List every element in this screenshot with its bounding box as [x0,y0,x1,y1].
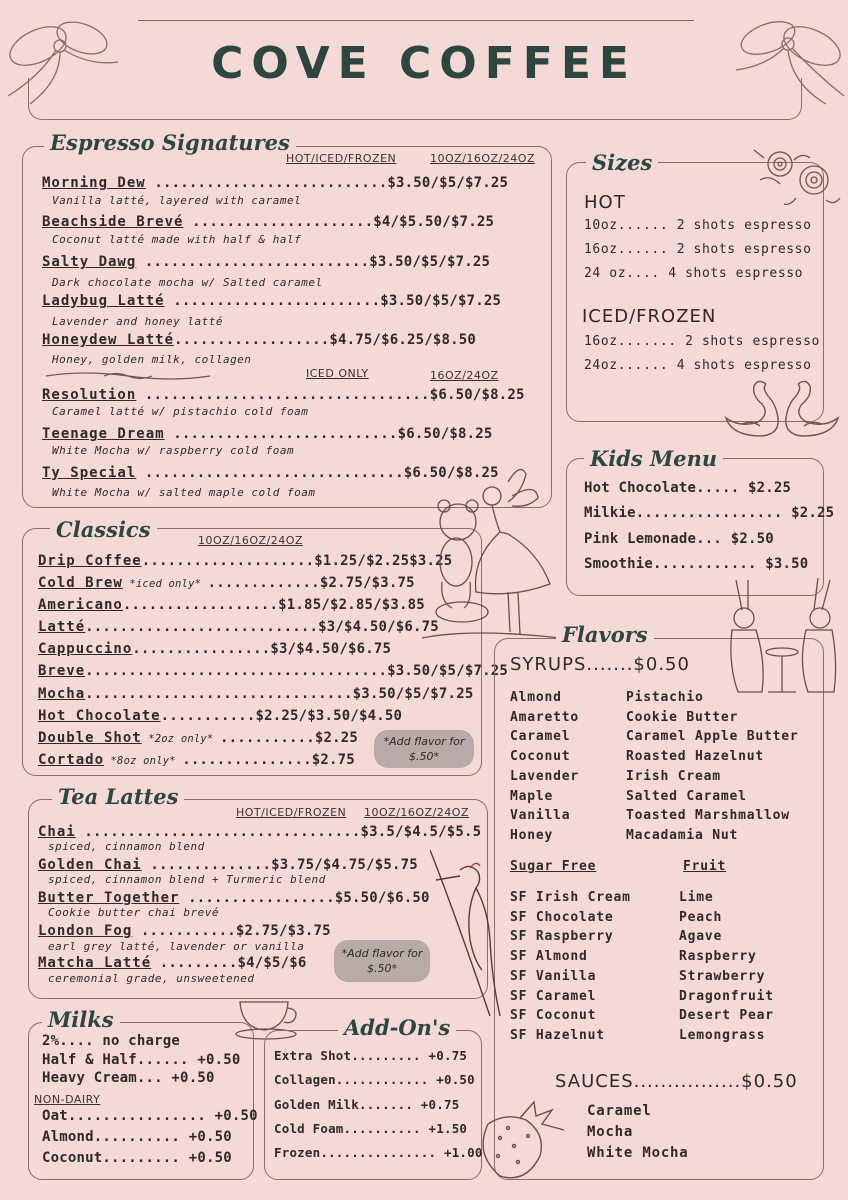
iced-only-label: ICED ONLY [306,367,369,380]
menu-item: Resolution .................................$6.50/$8.25 [42,387,525,403]
milks-title: Milks [42,1007,120,1032]
addon-item: Golden Milk....... +0.75 [274,1097,460,1112]
addons-title: Add-On's [338,1015,456,1040]
menu-item: Drip Coffee....................$1.25/$2.25$3.25 [38,553,453,569]
sauces-header: SAUCES................$0.50 [555,1071,798,1092]
flavor-item: Irish Cream [626,768,721,784]
flavor-item: Raspberry [679,949,757,965]
syrups-header: SYRUPS.......$0.50 [510,654,690,675]
sizes-hot-label: HOT [584,192,626,213]
menu-item-desc: earl grey latté, lavender or vanilla [48,940,305,953]
menu-item: Cold Brew *iced only* .............$2.75/$3.75 [38,575,415,591]
milk-item: Oat................ +0.50 [42,1108,258,1124]
flavor-item: Salted Caramel [626,788,747,804]
menu-item: Mocha...............................$3.50/$5/$7.25 [38,686,474,702]
milk-item: Almond.......... +0.50 [42,1129,232,1145]
fairy-bear-icon [412,462,564,646]
menu-item-desc: Coconut latté made with half & half [52,233,302,246]
flavor-item: Peach [679,909,723,925]
menu-item: Latté...........................$3/$4.50/$6.75 [38,619,439,635]
size-row: 24 oz.... 4 shots espresso [584,266,804,281]
menu-item: Cortado *8oz only* ...............$2.75 [38,752,355,768]
flavor-item: Cookie Butter [626,709,739,725]
syrups-right-list [626,688,799,846]
menu-item: Americano..................$1.85/$2.85/$3.85 [38,597,425,613]
flavor-item: Maple [510,788,554,804]
menu-item: Golden Chai ..............$3.75/$4.75/$5.75 [38,857,418,873]
size-row: 16oz....... 2 shots espresso [584,334,820,349]
flavor-item: SF Chocolate [510,909,614,925]
menu-item: Cappuccino................$3/$4.50/$6.75 [38,641,392,657]
menu-item: Salty Dawg ..........................$3.50/$5/$7.25 [42,254,491,270]
add-flavor-badge: *Add flavor for $.50* [374,730,474,768]
strawberry-icon [474,1094,570,1182]
add-flavor-badge: *Add flavor for $.50* [334,940,430,982]
espresso-col-hot-iced: HOT/ICED/FROZEN [286,152,397,165]
rose-icon [750,140,842,212]
flavor-item: Macadamia Nut [626,827,739,843]
milk-item: Coconut......... +0.50 [42,1150,232,1166]
menu-item-desc: ceremonial grade, unsweetened [48,972,255,985]
sizes-title: Sizes [586,150,658,175]
flavor-item: Lavender [510,768,580,784]
bow-right-icon [726,4,848,108]
sugar-free-label: Sugar Free [510,859,597,874]
addon-item: Frozen............... +1.00 [274,1145,483,1160]
sauce-item: White Mocha [587,1145,689,1161]
woodpecker-icon [430,840,510,1020]
page-title: COVE COFFEE [211,38,637,89]
size-row: 10oz...... 2 shots espresso [584,218,812,233]
flavor-item: SF Almond [510,949,588,965]
classics-title: Classics [50,517,157,542]
addon-item: Cold Foam.......... +1.50 [274,1121,468,1136]
flavor-item: Roasted Hazelnut [626,749,765,765]
milk-item: Half & Half...... +0.50 [42,1052,241,1068]
nondairy-label: NON-DAIRY [34,1093,101,1106]
menu-item-desc: Cookie butter chai brevé [48,906,219,919]
sugar-free-list [510,888,631,1046]
menu-item: Chai ................................$3.5/$4.5/$5.5 [38,824,482,840]
bow-left-icon [0,6,122,106]
flavor-item: Almond [510,690,562,705]
flavor-item: Caramel Apple Butter [626,729,799,745]
flavor-item: Toasted Marshmallow [626,808,790,824]
flavor-item: SF Vanilla [510,968,597,984]
iced-sizes-label: 16OZ/24OZ [430,369,499,382]
kids-item: Milkie................. $2.25 [584,505,835,521]
menu-item-desc: White Mocha w/ raspberry cold foam [52,444,295,457]
flavor-item: SF Caramel [510,988,597,1004]
flavor-item: SF Raspberry [510,929,614,945]
addon-item: Extra Shot......... +0.75 [274,1048,468,1063]
milk-item: 2%.... no charge [42,1033,181,1049]
espresso-col-sizes: 10OZ/16OZ/24OZ [430,152,535,165]
flavor-item: Vanilla [510,808,571,824]
sauce-item: Mocha [587,1124,634,1140]
flavor-item: Strawberry [679,968,766,984]
menu-item: Morning Dew ...........................$3.50/$5/$7.25 [42,175,509,191]
menu-item-desc: spiced, cinnamon blend + Turmeric blend [48,873,326,886]
menu-item: Double Shot *2oz only* ...........$2.25 [38,730,359,746]
menu-item-desc: Vanilla latté, layered with caramel [52,194,302,207]
flavor-item: Dragonfruit [679,988,774,1004]
kids-item: Hot Chocolate..... $2.25 [584,480,792,496]
flavor-item: SF Coconut [510,1008,597,1024]
flavor-item: Lime [679,890,714,905]
sizes-iced-label: ICED/FROZEN [582,306,717,327]
menu-item-desc: spiced, cinnamon blend [48,840,205,853]
fruit-label: Fruit [683,859,727,874]
swans-icon [722,374,842,444]
menu-item-desc: Dark chocolate mocha w/ Salted caramel [52,276,323,289]
classics-col-sizes: 10OZ/16OZ/24OZ [198,534,303,547]
menu-item: Teenage Dream ..........................$6.50/$8.25 [42,426,493,442]
fruit-list [679,888,774,1046]
menu-item: Honeydew Latté..................$4.75/$6.25/$8.50 [42,332,477,348]
menu-item: Butter Together .................$5.50/$6.50 [38,890,430,906]
syrups-left-list [510,688,579,846]
menu-item: Ty Special ..............................$6.50/$8.25 [42,465,499,481]
flavor-item: Pistachio [626,690,704,705]
espresso-title: Espresso Signatures [44,130,296,155]
kids-item: Pink Lemonade... $2.50 [584,531,774,547]
header-frame [28,78,802,120]
tea-col-sizes: 10OZ/16OZ/24OZ [364,806,469,819]
size-row: 24oz...... 4 shots espresso [584,358,812,373]
sauces-list [587,1101,689,1164]
flavor-item: SF Hazelnut [510,1027,605,1043]
flavor-item: Coconut [510,749,571,765]
size-row: 16oz...... 2 shots espresso [584,242,812,257]
flavors-title: Flavors [556,622,654,647]
menu-item-desc: Caramel latté w/ pistachio cold foam [52,405,309,418]
flavor-item: Lemongrass [679,1027,766,1043]
menu-item: Ladybug Latté ........................$3.50/$5/$7.25 [42,293,502,309]
rabbits-icon [722,574,842,698]
tea-col-hot-iced: HOT/ICED/FROZEN [236,806,347,819]
menu-item: Matcha Latté .........$4/$5/$6 [38,955,307,971]
top-rule [138,20,694,21]
flavor-item: Caramel [510,729,571,745]
kids-item: Smoothie............ $3.50 [584,556,809,572]
menu-item: Hot Chocolate...........$2.25/$3.50/$4.50 [38,708,403,724]
addon-item: Collagen............ +0.50 [274,1072,475,1087]
flavor-item: Amaretto [510,709,580,725]
sauce-item: Caramel [587,1103,652,1119]
menu-item-desc: Lavender and honey latté [52,315,223,328]
flourish-divider-icon [44,370,212,382]
tea-title: Tea Lattes [52,784,184,809]
menu-item-desc: Honey, golden milk, collagen [52,353,252,366]
flavor-item: Desert Pear [679,1008,774,1024]
kids-title: Kids Menu [584,446,723,471]
menu-item-desc: White Mocha w/ salted maple cold foam [52,486,316,499]
flavor-item: Agave [679,929,723,945]
flavor-item: SF Irish Cream [510,890,631,905]
flavor-item: Honey [510,827,554,843]
milk-item: Heavy Cream... +0.50 [42,1070,215,1086]
menu-item: Breve...................................$3.50/$5/$7.25 [38,663,508,679]
menu-item: London Fog ...........$2.75/$3.75 [38,923,331,939]
menu-item: Beachside Brevé .....................$4/$5.50/$7.25 [42,214,495,230]
